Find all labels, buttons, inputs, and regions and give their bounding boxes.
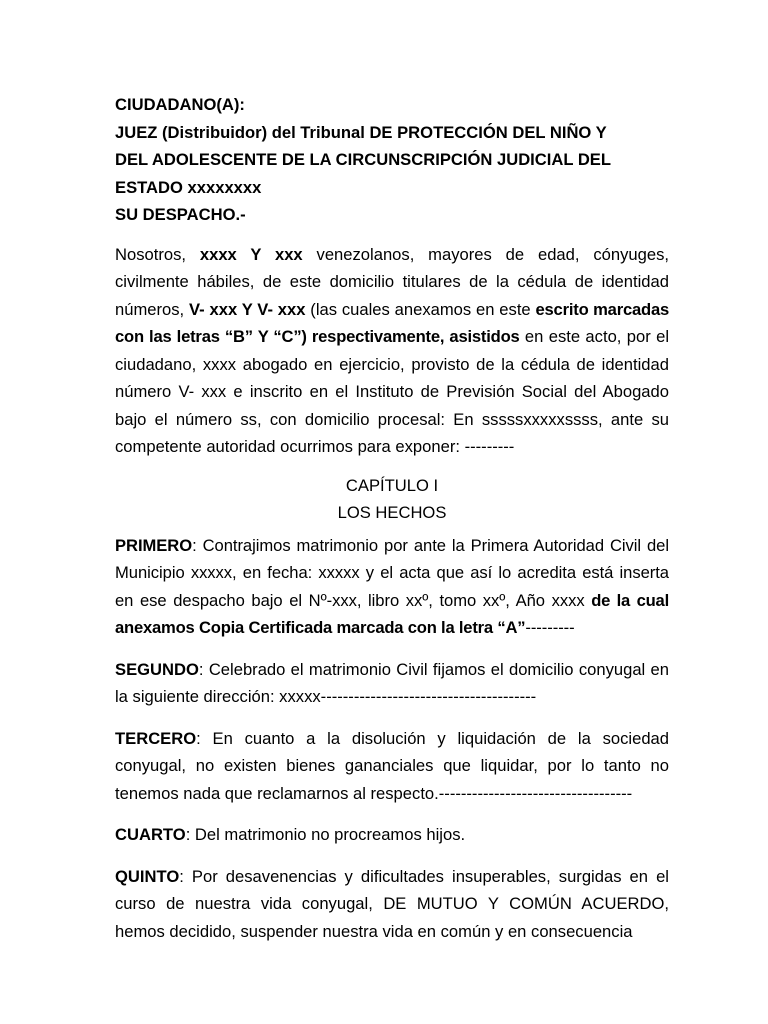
clause-text: : Celebrado el matrimonio Civil fijamos el domicilio conyugal en la siguiente dirección: xxxxx--------------------------------------- xyxy=(115,659,669,707)
clause-annex-note: de la cual anexamos Copia Certificada marcada con la letra “A” xyxy=(115,590,669,638)
clause-tercero xyxy=(115,725,669,808)
clause-label: PRIMERO xyxy=(115,535,193,555)
intro-text-3: (las cuales anexamos en este xyxy=(305,299,536,319)
clause-text: : Contrajimos matrimonio por ante la Primera Autoridad Civil del Municipio xxxxx, en fecha: xxxxx y el acta que así lo acredita está inserta en ese despacho bajo el Nº-xxx, libro xxº, tomo xxº, Año xxxx xyxy=(115,535,669,610)
intro-text-4: en este acto, por el ciudadano, xxxx abogado en ejercicio, provisto de la cédula de identidad número V- xxx e inscrito en el Instituto de Previsión Social del Abogado bajo el número ss, con domicilio procesal: En sssssxxxxxssss, ante su competente autoridad ocurrimos para exponer: --------- xyxy=(115,327,670,457)
addressee-block xyxy=(115,91,669,229)
clause-text: : Del matrimonio no procreamos hijos. xyxy=(185,825,466,845)
clause-label: SEGUNDO xyxy=(115,659,199,679)
intro-names: xxxx Y xxx xyxy=(199,244,303,264)
intro-annex-note: escrito marcadas con las letras “B” Y “C”) respectivamente, asistidos xyxy=(115,299,670,347)
chapter-title: LOS HECHOS xyxy=(337,503,447,523)
clause-text: : En cuanto a la disolución y liquidación de la sociedad conyugal, no existen bienes gananciales que liquidar, por lo tanto no tenemos nada que reclamarnos al respecto.----------------------------------- xyxy=(115,728,669,803)
clause-quinto xyxy=(115,863,669,946)
clause-text: : Por desavenencias y dificultades insuperables, surgidas en el curso de nuestra vida conyugal, DE MUTUO Y COMÚN ACUERDO, hemos decidido, suspender nuestra vida en común y en consecuencia xyxy=(115,866,669,941)
chapter-heading xyxy=(115,472,669,527)
intro-ids: V- xxx Y V- xxx xyxy=(189,299,306,319)
clause-label: TERCERO xyxy=(115,728,197,748)
clause-primero xyxy=(115,532,669,642)
intro-text-1: Nosotros, xyxy=(115,244,200,264)
clause-dashes: --------- xyxy=(525,618,575,638)
clause-label: CUARTO xyxy=(115,825,186,845)
addressee-salutation: CIUDADANO(A): xyxy=(115,95,245,114)
addressee-judge-line-1: JUEZ (Distribuidor) del Tribunal DE PROTECCIÓN DEL NIÑO Y xyxy=(115,122,607,142)
clause-segundo xyxy=(115,656,669,711)
addressee-judge-line-3: ESTADO xxxxxxxx xyxy=(115,177,262,197)
addressee-judge-line-2: DEL ADOLESCENTE DE LA CIRCUNSCRIPCIÓN JUDICIAL DEL xyxy=(115,150,612,170)
clause-label: QUINTO xyxy=(115,866,180,886)
addressee-office: SU DESPACHO.- xyxy=(115,205,246,225)
chapter-number: CAPÍTULO I xyxy=(345,475,439,495)
clause-cuarto xyxy=(115,821,669,849)
intro-text-2: venezolanos, mayores de edad, cónyuges, civilmente hábiles, de este domicilio titulares de la cédula de identidad números, xyxy=(115,244,669,319)
intro-paragraph xyxy=(115,241,669,461)
